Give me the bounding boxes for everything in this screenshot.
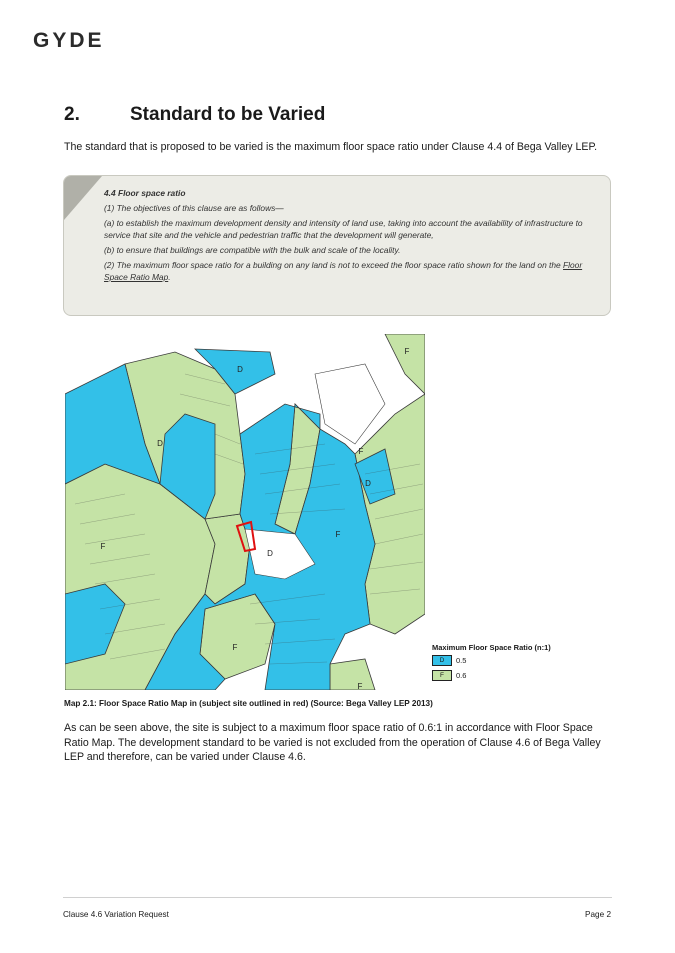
zone-label: F bbox=[232, 643, 238, 652]
conclusion-paragraph: As can be seen above, the site is subject to a maximum floor space ratio of 0.6:1 in accordance with Floor Space Ratio Map. The development standard to be varied is not excluded from the operation of Clause 4.6 of Bega Valley LEP and therefore, can be varied under Clause 4.6. bbox=[64, 722, 601, 763]
zone-label: D bbox=[237, 365, 243, 374]
zone-label: F bbox=[358, 447, 364, 456]
legend-value: 0.6 bbox=[456, 671, 467, 680]
legend-swatch: D bbox=[432, 655, 452, 666]
intro-paragraph: The standard that is proposed to be varied is the maximum floor space ratio under Clause 4.4 of Bega Valley LEP. bbox=[64, 141, 598, 153]
legend-title: Maximum Floor Space Ratio (n:1) bbox=[432, 643, 551, 652]
legend-item bbox=[432, 655, 551, 666]
map-legend bbox=[432, 643, 551, 685]
gyde-logo bbox=[33, 28, 133, 50]
map-caption: Map 2.1: Floor Space Ratio Map in (subject site outlined in red) (Source: Bega Valley LEP 2013) bbox=[64, 699, 433, 708]
zone-label: D bbox=[157, 439, 163, 448]
clause-line: (b) to ensure that buildings are compatible with the bulk and scale of the locality. bbox=[104, 245, 401, 255]
legend-item bbox=[432, 670, 551, 681]
section-heading bbox=[64, 104, 325, 126]
clause-title: 4.4 Floor space ratio bbox=[104, 188, 186, 198]
zone-label: F bbox=[404, 347, 410, 356]
clause-line-end: . bbox=[168, 272, 171, 282]
clause-line: (a) to establish the maximum development density and intensity of land use, taking into account the availability of infrastructure to service that site and the vehicle and pedestrian traffic that the development will generate, bbox=[104, 218, 583, 240]
zone-label: D bbox=[267, 549, 273, 558]
section-number: 2. bbox=[64, 104, 80, 125]
clause-line-text: (2) The maximum floor space ratio for a building on any land is not to exceed the floor space ratio shown for the land on the bbox=[104, 260, 564, 270]
corner-fold-icon bbox=[64, 176, 104, 221]
zone-label: F bbox=[100, 542, 106, 551]
section-title: Standard to be Varied bbox=[130, 104, 326, 125]
floor-space-ratio-map-link[interactable]: Floor Space Ratio Map bbox=[104, 260, 583, 282]
zone-label: F bbox=[357, 682, 363, 690]
footer-page-number: Page 2 bbox=[585, 910, 611, 919]
legend-swatch: F bbox=[432, 670, 452, 681]
clause-line: (1) The objectives of this clause are as follows— bbox=[104, 203, 284, 213]
legend-value: 0.5 bbox=[456, 656, 467, 665]
zone-label: F bbox=[335, 530, 341, 539]
svg-text:GYDE: GYDE bbox=[33, 29, 105, 50]
clause-extract-box bbox=[63, 175, 611, 316]
footer-divider bbox=[63, 897, 612, 898]
zone-label: D bbox=[365, 479, 371, 488]
floor-space-ratio-map bbox=[65, 334, 425, 690]
footer-document-title: Clause 4.6 Variation Request bbox=[63, 910, 169, 919]
clause-line bbox=[104, 259, 599, 283]
clause-text bbox=[104, 187, 599, 286]
